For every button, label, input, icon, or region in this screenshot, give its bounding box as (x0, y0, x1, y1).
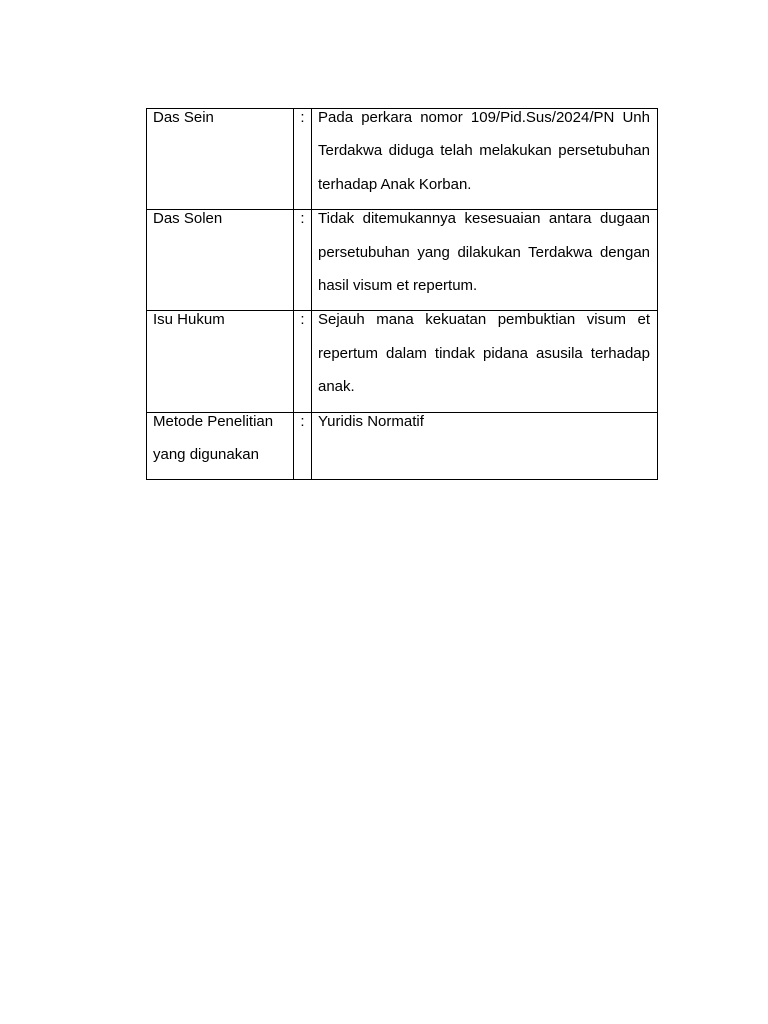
table-row (147, 210, 658, 311)
colon-separator: : (300, 412, 305, 430)
row-label-cell (147, 311, 294, 412)
colon-separator: : (300, 311, 305, 329)
separator-cell (294, 412, 312, 480)
metode-penelitian-value: Yuridis Normatif (318, 412, 424, 430)
row-label-cell (147, 210, 294, 311)
isu-hukum-label: Isu Hukum (153, 311, 225, 329)
table-row (147, 311, 658, 412)
separator-cell (294, 109, 312, 210)
research-summary-table (146, 108, 658, 480)
row-value-cell (312, 311, 658, 412)
row-label-cell (147, 109, 294, 210)
das-solen-label: Das Solen (153, 210, 223, 228)
colon-separator: : (300, 210, 305, 228)
table-row (147, 109, 658, 210)
isu-hukum-value: Sejauh mana kekuatan pembuktian visum et repertum dalam tindak pidana asusila terhadap anak. (318, 311, 650, 396)
colon-separator: : (300, 109, 305, 126)
separator-cell (294, 311, 312, 412)
table-row (147, 412, 658, 480)
das-sein-value: Pada perkara nomor 109/Pid.Sus/2024/PN Unh Terdakwa diduga telah melakukan persetubuhan terhadap Anak Korban. (318, 109, 650, 193)
row-value-cell (312, 109, 658, 210)
das-solen-value: Tidak ditemukannya kesesuaian antara dugaan persetubuhan yang dilakukan Terdakwa dengan hasil visum et repertum. (318, 210, 650, 295)
row-label-cell (147, 412, 294, 480)
das-sein-label: Das Sein (153, 109, 214, 126)
separator-cell (294, 210, 312, 311)
row-value-cell (312, 412, 658, 480)
metode-penelitian-label: Metode Penelitian yang digunakan (153, 412, 274, 464)
row-value-cell (312, 210, 658, 311)
